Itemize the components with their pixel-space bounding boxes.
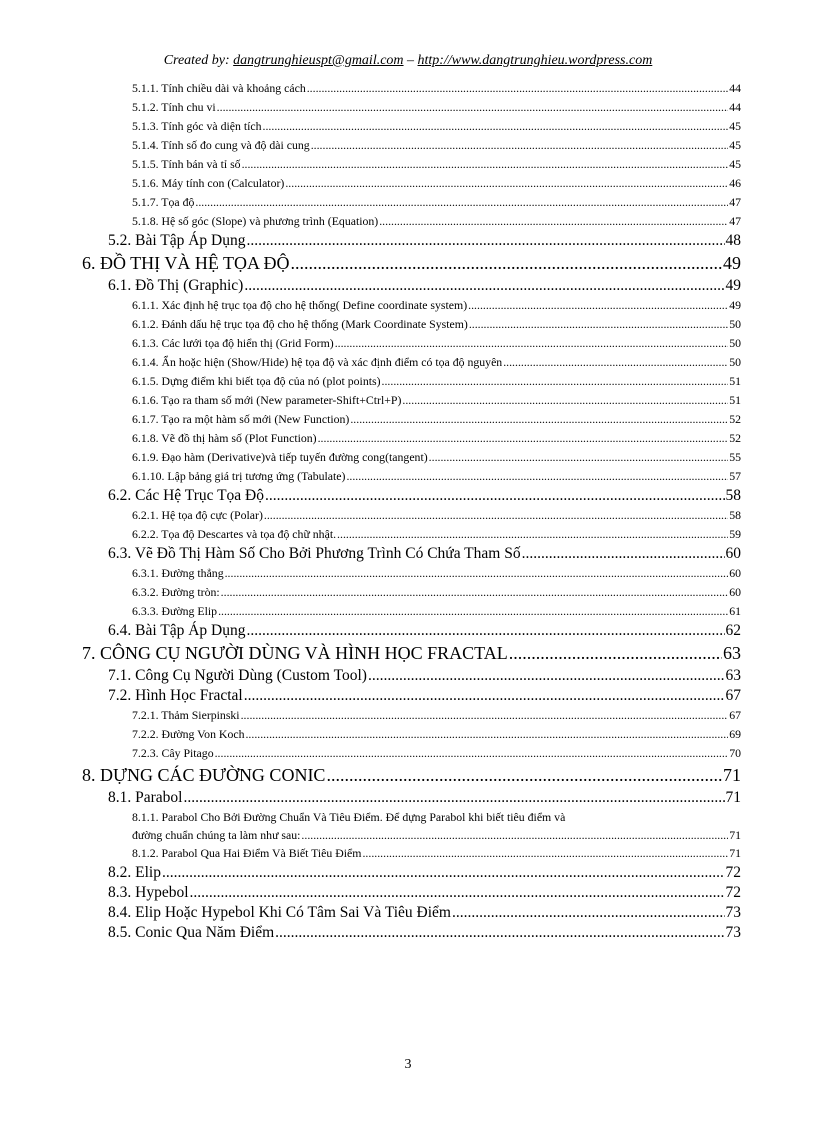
- toc-dot-leader: [218, 602, 728, 621]
- toc-entry-page: 71: [723, 765, 741, 785]
- header-email-link[interactable]: dangtrunghieuspt@gmail.com: [233, 53, 404, 68]
- toc-entry-page: 49: [723, 253, 741, 273]
- toc-entry-level3[interactable]: [82, 448, 741, 467]
- toc-dot-leader: [379, 212, 728, 231]
- toc-entry-page: 51: [729, 393, 741, 407]
- toc-entry-title: 6.3.2. Đường tròn:: [132, 585, 220, 599]
- toc-entry-page: 71: [729, 828, 741, 842]
- toc-dot-leader: [335, 334, 729, 353]
- header-url-link[interactable]: http://www.dangtrunghieu.wordpress.com: [417, 53, 653, 68]
- toc-entry-title: 6. ĐỒ THỊ VÀ HỆ TỌA ĐỘ: [82, 253, 290, 273]
- toc-entry-level3[interactable]: [82, 602, 741, 621]
- toc-dot-leader: [221, 583, 729, 602]
- toc-entry-title: 5.2. Bài Tập Áp Dụng: [108, 232, 246, 249]
- toc-entry-title: 6.2. Các Hệ Trục Tọa Độ: [108, 487, 264, 504]
- toc-entry-page: 61: [729, 604, 741, 618]
- toc-entry-title: 5.1.3. Tính góc và diện tích: [132, 119, 262, 133]
- toc-entry-level3[interactable]: [82, 155, 741, 174]
- toc-entry-level2[interactable]: [82, 486, 741, 506]
- toc-entry-title: 6.1.2. Đánh dấu hệ trục tọa độ cho hệ thống (Mark Coordinate System): [132, 317, 468, 331]
- toc-entry-page: 71: [729, 846, 741, 860]
- toc-entry-page: 63: [723, 643, 741, 663]
- toc-entry-page: 70: [729, 746, 741, 760]
- toc-dot-leader: [469, 315, 728, 334]
- toc-entry-level3[interactable]: [82, 525, 741, 544]
- toc-entry-title: 5.1.5. Tính bán và tỉ số: [132, 157, 241, 171]
- toc-dot-leader: [265, 486, 725, 506]
- toc-entry-level2[interactable]: [82, 231, 741, 251]
- toc-entry-level3[interactable]: [82, 467, 741, 486]
- toc-entry-title: 8. DỰNG CÁC ĐƯỜNG CONIC: [82, 765, 326, 785]
- toc-entry-page: 49: [725, 277, 741, 294]
- table-of-contents: [82, 79, 741, 943]
- toc-dot-leader: [318, 429, 729, 448]
- toc-entry-page: 63: [725, 667, 741, 684]
- toc-entry-title: 5.1.8. Hệ số góc (Slope) và phương trình (Equation): [132, 214, 379, 228]
- toc-dot-leader: [452, 903, 725, 923]
- toc-entry-title: 6.1.8. Vẽ đồ thị hàm số (Plot Function): [132, 431, 317, 445]
- toc-entry-page: 73: [725, 904, 741, 921]
- toc-entry-title-line2: đường chuẩn chúng ta làm như sau:: [132, 828, 301, 842]
- toc-entry-level2[interactable]: [82, 276, 741, 296]
- toc-dot-leader: [307, 79, 728, 98]
- toc-entry-title: 6.1.5. Dựng điểm khi biết tọa độ của nó (plot points): [132, 374, 381, 388]
- toc-entry-title: 7.1. Công Cụ Người Dùng (Custom Tool): [108, 667, 367, 684]
- toc-entry-page: 60: [725, 545, 741, 562]
- toc-entry-page: 44: [729, 100, 741, 114]
- toc-dot-leader: [215, 744, 729, 763]
- toc-entry-level3[interactable]: [82, 136, 741, 155]
- toc-entry-title: 6.1.6. Tạo ra tham số mới (New parameter-Shift+Ctrl+P): [132, 393, 402, 407]
- toc-entry-page: 59: [729, 527, 741, 541]
- toc-entry-title: 6.1. Đồ Thị (Graphic): [108, 277, 244, 294]
- toc-dot-leader: [429, 448, 729, 467]
- toc-dot-leader: [246, 621, 724, 641]
- toc-entry-level3[interactable]: [82, 564, 741, 583]
- toc-entry-page: 45: [729, 157, 741, 171]
- toc-entry-title: 6.4. Bài Tập Áp Dụng: [108, 622, 246, 639]
- toc-entry-page: 69: [729, 727, 741, 741]
- toc-entry-level1[interactable]: [82, 641, 741, 666]
- toc-entry-level2[interactable]: [82, 883, 741, 903]
- toc-entry-title: 6.1.3. Các lưới tọa độ hiển thị (Grid Form): [132, 336, 334, 350]
- toc-entry-level3[interactable]: [82, 410, 741, 429]
- toc-entry-level3[interactable]: [82, 193, 741, 212]
- toc-entry-page: 45: [729, 138, 741, 152]
- toc-entry-level3[interactable]: [82, 429, 741, 448]
- toc-dot-leader: [183, 788, 724, 808]
- toc-entry-level2[interactable]: [82, 863, 741, 883]
- toc-entry-title: 8.2. Elip: [108, 864, 161, 881]
- toc-entry-title: 7.2.2. Đường Von Koch: [132, 727, 245, 741]
- toc-entry-level3[interactable]: [82, 583, 741, 602]
- toc-entry-page: 50: [729, 317, 741, 331]
- toc-entry-level3[interactable]: [82, 117, 741, 136]
- toc-entry-level3[interactable]: [82, 79, 741, 98]
- toc-entry-level3[interactable]: [82, 315, 741, 334]
- toc-entry-page: 72: [725, 864, 741, 881]
- toc-entry-page: 58: [729, 508, 741, 522]
- toc-dot-leader: [244, 686, 725, 706]
- toc-entry-level2[interactable]: [82, 788, 741, 808]
- toc-entry-title: 7.2. Hình Học Fractal: [108, 687, 243, 704]
- page-header: [0, 52, 816, 70]
- toc-section-before-wrap: [82, 79, 741, 808]
- toc-dot-leader: [362, 844, 728, 863]
- toc-dot-leader: [368, 666, 725, 686]
- toc-dot-leader: [350, 410, 728, 429]
- toc-entry-level2[interactable]: [82, 923, 741, 943]
- toc-entry-page: 73: [725, 924, 741, 941]
- toc-entry-title: 5.1.4. Tính số đo cung và độ dài cung: [132, 138, 310, 152]
- toc-entry-page: 60: [729, 585, 741, 599]
- toc-entry-level3[interactable]: [82, 98, 741, 117]
- toc-entry-title: 6.1.10. Lập bảng giá trị tương ứng (Tabulate): [132, 469, 346, 483]
- toc-entry-level3[interactable]: [82, 725, 741, 744]
- toc-entry-title: 6.3.1. Đường thẳng: [132, 566, 224, 580]
- toc-entry-title: 8.4. Elip Hoặc Hypebol Khi Có Tâm Sai Và Tiêu Điểm: [108, 904, 451, 921]
- toc-entry-level3[interactable]: [82, 296, 741, 315]
- toc-entry-level1[interactable]: [82, 763, 741, 788]
- toc-dot-leader: [468, 296, 728, 315]
- toc-entry-level3[interactable]: [82, 706, 741, 725]
- toc-dot-leader: [263, 117, 729, 136]
- toc-entry-page: 72: [725, 884, 741, 901]
- toc-entry-page: 62: [725, 622, 741, 639]
- toc-dot-leader: [264, 506, 728, 525]
- toc-entry-page: 46: [729, 176, 741, 190]
- toc-entry-level3[interactable]: [82, 391, 741, 410]
- toc-entry-page: 55: [729, 450, 741, 464]
- toc-entry-level1[interactable]: [82, 251, 741, 276]
- toc-entry-level3[interactable]: [82, 353, 741, 372]
- toc-entry-title: 6.1.9. Đạo hàm (Derivative)và tiếp tuyến đường cong(tangent): [132, 450, 428, 464]
- header-separator: –: [403, 53, 418, 68]
- toc-entry-title: 5.1.1. Tính chiều dài và khoảng cách: [132, 81, 306, 95]
- toc-entry-page: 52: [729, 431, 741, 445]
- toc-dot-leader: [326, 763, 722, 788]
- toc-dot-leader: [509, 641, 722, 666]
- toc-entry-page: 71: [725, 789, 741, 806]
- toc-entry-page: 52: [729, 412, 741, 426]
- toc-entry-title: 6.2.2. Tọa độ Descartes và tọa độ chữ nhật.: [132, 527, 337, 541]
- toc-dot-leader: [195, 193, 728, 212]
- toc-dot-leader: [162, 863, 725, 883]
- toc-entry-title: 8.1. Parabol: [108, 789, 183, 806]
- toc-dot-leader: [382, 372, 729, 391]
- toc-dot-leader: [217, 98, 729, 117]
- toc-entry-page: 50: [729, 355, 741, 369]
- toc-entry-level2[interactable]: [82, 544, 741, 564]
- toc-dot-leader: [503, 353, 728, 372]
- toc-entry-page: 60: [729, 566, 741, 580]
- toc-entry-level2[interactable]: [82, 903, 741, 923]
- toc-dot-leader: [242, 155, 729, 174]
- toc-entry-title: 8.1.2. Parabol Qua Hai Điểm Và Biết Tiêu Điểm: [132, 846, 362, 860]
- toc-entry-title: 7.2.1. Thảm Sierpinski: [132, 708, 240, 722]
- toc-entry-page: 47: [729, 214, 741, 228]
- toc-entry-page: 49: [729, 298, 741, 312]
- toc-entry-page: 67: [725, 687, 741, 704]
- toc-entry-level3[interactable]: [82, 334, 741, 353]
- toc-entry-title: 5.1.2. Tính chu vi: [132, 100, 216, 114]
- toc-entry-level3[interactable]: [82, 174, 741, 193]
- toc-entry-title: 7. CÔNG CỤ NGƯỜI DÙNG VÀ HÌNH HỌC FRACTAL: [82, 643, 508, 663]
- toc-entry-level3[interactable]: [82, 212, 741, 231]
- toc-entry-title: 6.1.7. Tạo ra một hàm số mới (New Function): [132, 412, 350, 426]
- toc-dot-leader: [337, 525, 728, 544]
- toc-entry-title: 7.2.3. Cây Pitago: [132, 746, 214, 760]
- toc-entry-title: 6.1.1. Xác định hệ trục tọa độ cho hệ thống( Define coordinate system): [132, 298, 468, 312]
- toc-entry-title: 6.2.1. Hệ tọa độ cực (Polar): [132, 508, 263, 522]
- toc-entry-wrapped[interactable]: [82, 808, 741, 844]
- toc-dot-leader: [291, 251, 722, 276]
- toc-entry-title: 8.3. Hypebol: [108, 884, 189, 901]
- toc-dot-leader: [311, 136, 729, 155]
- toc-dot-leader: [346, 467, 728, 486]
- toc-entry-page: 50: [729, 336, 741, 350]
- toc-entry-level3[interactable]: [82, 844, 741, 863]
- toc-dot-leader: [225, 564, 729, 583]
- page-number: 3: [404, 1057, 412, 1072]
- toc-entry-page: 48: [725, 232, 741, 249]
- toc-dot-leader: [246, 231, 724, 251]
- toc-entry-title-line1: 8.1.1. Parabol Cho Bởi Đường Chuẩn Và Tiêu Điểm. Để dựng Parabol khi biết tiêu điểm và: [132, 810, 566, 824]
- toc-entry-title: 5.1.7. Tọa độ: [132, 195, 195, 209]
- toc-dot-leader: [241, 706, 729, 725]
- toc-entry-level2[interactable]: [82, 666, 741, 686]
- toc-dot-leader: [402, 391, 728, 410]
- toc-dot-leader: [285, 174, 728, 193]
- toc-entry-level3[interactable]: [82, 506, 741, 525]
- toc-entry-level3[interactable]: [82, 372, 741, 391]
- toc-dot-leader: [275, 923, 724, 943]
- toc-entry-level3[interactable]: [82, 744, 741, 763]
- toc-dot-leader: [522, 544, 725, 564]
- toc-entry-title: 8.5. Conic Qua Năm Điểm: [108, 924, 275, 941]
- toc-entry-title: 6.3. Vẽ Đồ Thị Hàm Số Cho Bởi Phương Trình Có Chứa Tham Số: [108, 545, 521, 562]
- toc-entry-page: 57: [729, 469, 741, 483]
- toc-entry-level2[interactable]: [82, 621, 741, 641]
- toc-section-after-wrap: [82, 844, 741, 943]
- toc-dot-leader: [244, 276, 724, 296]
- toc-entry-title: 6.3.3. Đường Elip: [132, 604, 218, 618]
- toc-dot-leader: [301, 826, 728, 844]
- toc-entry-page: 51: [729, 374, 741, 388]
- toc-entry-page: 58: [725, 487, 741, 504]
- toc-entry-title: 6.1.4. Ẩn hoặc hiện (Show/Hide) hệ tọa độ và xác định điểm có tọa độ nguyên: [132, 355, 503, 369]
- toc-entry-page: 44: [729, 81, 741, 95]
- toc-entry-level2[interactable]: [82, 686, 741, 706]
- toc-entry-page: 45: [729, 119, 741, 133]
- toc-dot-leader: [190, 883, 725, 903]
- toc-entry-page: 67: [729, 708, 741, 722]
- toc-entry-page: 47: [729, 195, 741, 209]
- header-prefix: Created by:: [163, 53, 234, 68]
- toc-entry-title: 5.1.6. Máy tính con (Calculator): [132, 176, 285, 190]
- toc-dot-leader: [245, 725, 728, 744]
